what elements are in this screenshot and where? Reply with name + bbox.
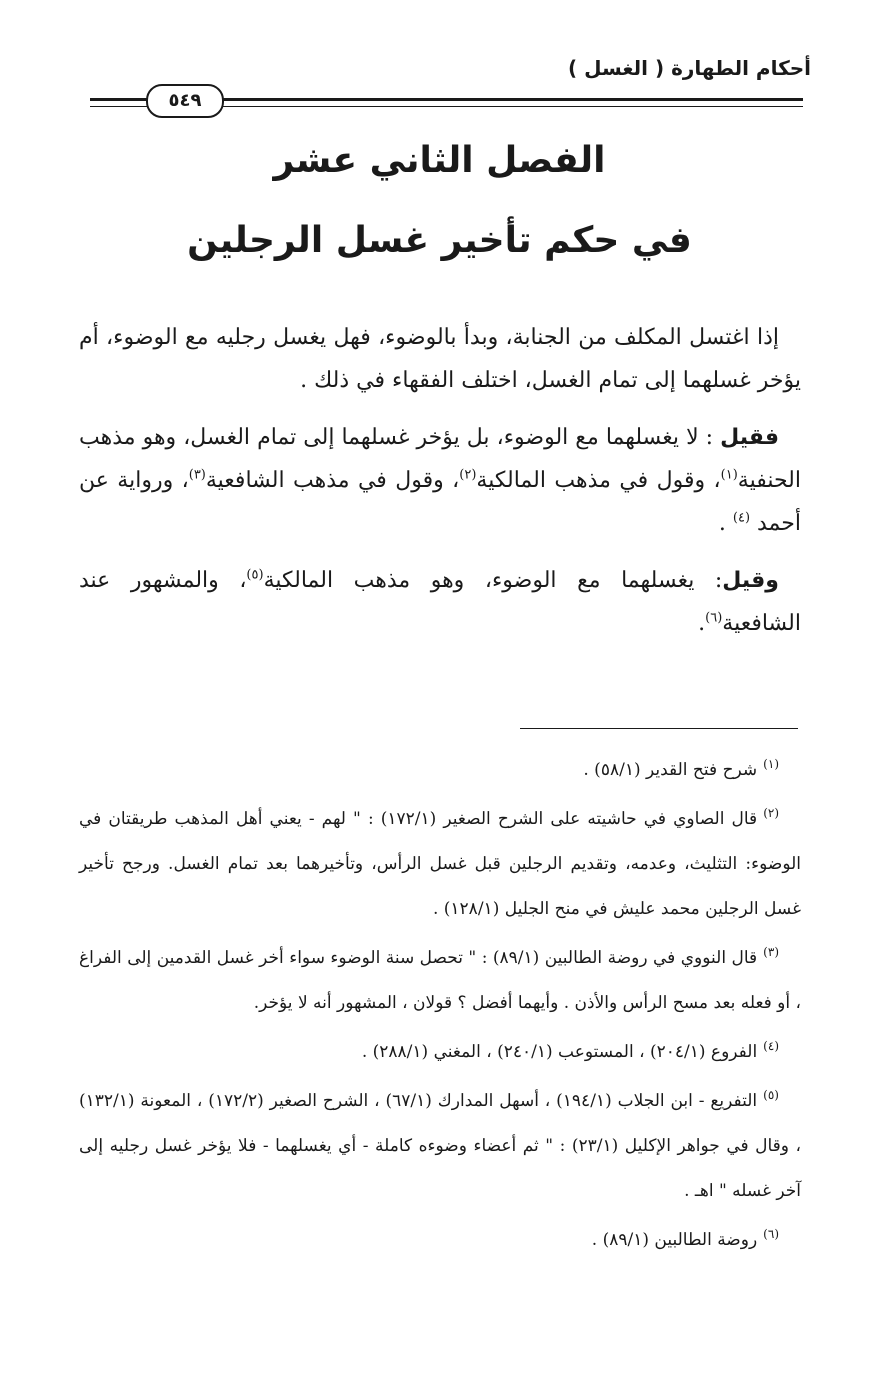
footnote-ref: (٣) [188,467,206,483]
footnote-text: روضة الطالبين (٨٩/١) . [591,1230,758,1250]
paragraph-first-opinion [79,416,801,545]
paragraph-text: : يغسلهما مع الوضوء، وهو مذهب المالكية [263,568,723,593]
opinion-lead-label: وقيل [722,568,779,593]
footnote-number: (١) [763,757,779,772]
footnote [79,1218,801,1263]
footnotes [79,748,801,1267]
paragraph-text: ، وقول في مذهب الشافعية [205,468,460,493]
footnote [79,1079,801,1214]
opinion-lead-label: فقيل [720,425,779,450]
footnote [79,936,801,1026]
paragraph-intro: إذا اغتسل المكلف من الجنابة، وبدأ بالوضوء، فهل يغسل رجليه مع الوضوء، أم يؤخر غسلهما إلى تمام الغسل، اختلف الفقهاء في ذلك . [79,325,801,393]
footnote [79,1030,801,1075]
footnote-ref: (١) [720,467,738,483]
footnote-text: شرح فتح القدير (٥٨/١) . [583,760,758,780]
footnote-text: قال النووي في روضة الطالبين (٨٩/١) : " تحصل سنة الوضوء سواء أخر غسل القدمين إلى الفراغ ، أو فعله بعد مسح الرأس والأذن . وأيهما أفضل ؟ قولان ، المشهور أنه لا يؤخر. [79,948,801,1013]
footnote-text: التفريع - ابن الجلاب (١٩٤/١) ، أسهل المدارك (٦٧/١) ، الشرح الصغير (١٧٢/٢) ، المعونة (١٣٢/١) ، وقال في جواهر الإكليل (٢٣/١) : " ثم أعضاء وضوءه كاملة - أي يغسلهما - فلا يؤخر غسل رجليه إلى آخر غسله " اهـ . [79,1091,801,1201]
footnote-number: (٣) [763,945,779,960]
paragraph-second-opinion [79,559,801,645]
paragraph-text: ، والمشهور عند الشافعية [79,568,801,636]
footnote [79,797,801,932]
footnote-number: (٤) [763,1039,779,1054]
footnote [79,748,801,793]
footnote-number: (٥) [763,1088,779,1103]
footnote-number: (٢) [763,806,780,821]
footnote-text: الفروع (٢٠٤/١) ، المستوعب (٢٤٠/١) ، المغني (٢٨٨/١) . [361,1042,758,1062]
page-number: ٥٤٩ [146,84,224,118]
footnote-ref: (٤) [732,510,751,526]
footnote-number: (٦) [763,1227,779,1242]
footnote-ref: (٢) [459,467,477,483]
paragraph-text: ، ورواية عن أحمد [79,468,801,536]
body-text [79,316,801,659]
paragraph-text: . [718,511,733,536]
footnote-ref: (٥) [246,567,264,583]
paragraph-text: : لا يغسلهما مع الوضوء، بل يؤخر غسلهما إلى تمام الغسل، وهو مذهب الحنفية [79,425,801,493]
chapter-subtitle: في حكم تأخير غسل الرجلين [187,220,692,261]
paragraph-text: . [698,611,706,636]
paragraph-text: ، وقول في مذهب المالكية [476,468,721,493]
footnote-ref: (٦) [705,610,723,626]
footnote-separator [520,728,798,729]
chapter-title: الفصل الثاني عشر [273,140,606,181]
footnote-text: قال الصاوي في حاشيته على الشرح الصغير (١٧٢/١) : " لهم - يعني أهل المذهب طريقتان في الوضوء: التثليث، وعدمه، وتقديم الرجلين قبل غسل الرأس، وتأخيرهما بعد تمام الغسل. ورجح تأخير غسل الرجلين محمد عليش في منح الجليل (١٢٨/١) . [79,809,801,919]
running-header-title: أحكام الطهارة ( الغسل ) [568,56,811,80]
